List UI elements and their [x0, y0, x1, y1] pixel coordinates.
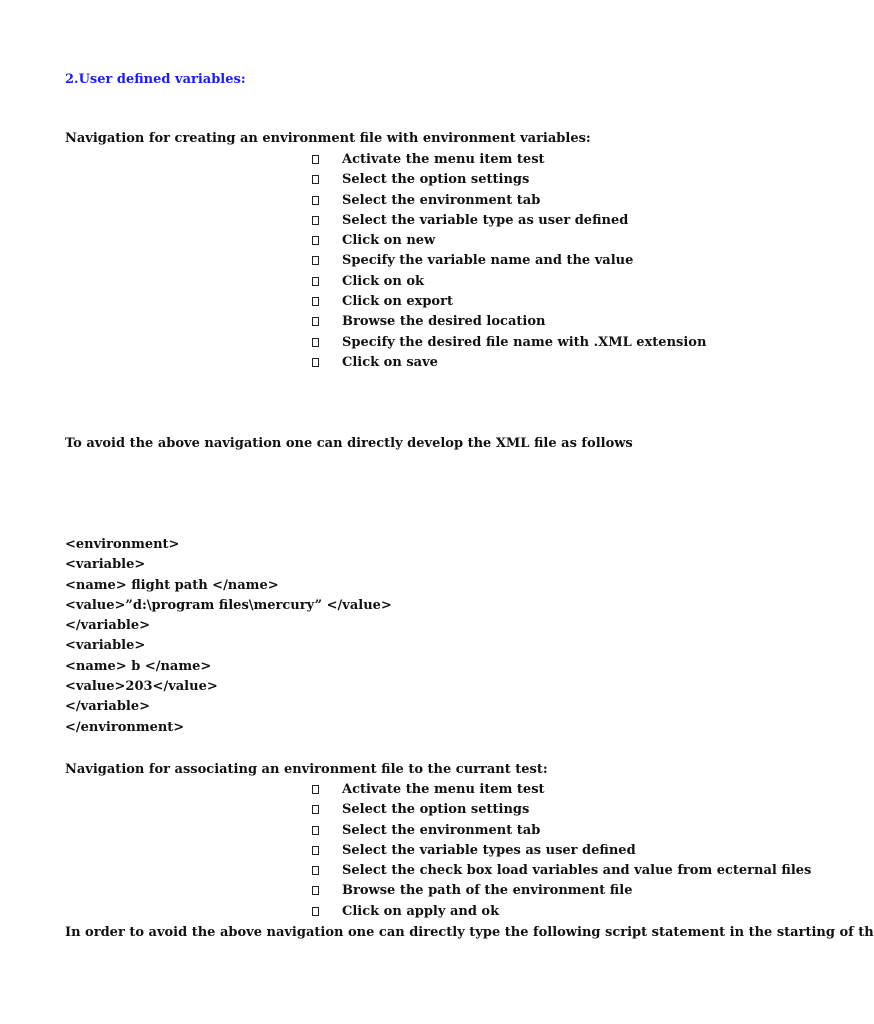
- xml-line: </variable>: [65, 699, 151, 715]
- assoc-nav-intro: Navigation for associating an environment file to the currant test:: [65, 762, 548, 777]
- xml-line: </environment>: [65, 719, 185, 735]
- checkbox-bullet-icon: [312, 907, 319, 916]
- xml-line: <name> b </name>: [65, 658, 212, 674]
- checkbox-bullet-icon: [312, 338, 319, 347]
- checkbox-bullet-icon: [312, 256, 319, 265]
- checkbox-bullet-icon: [312, 175, 319, 184]
- checkbox-bullet-icon: [312, 277, 319, 286]
- checkbox-bullet-icon: [312, 826, 319, 835]
- xml-code-block: [65, 537, 392, 740]
- checkbox-bullet-icon: [312, 785, 319, 794]
- checkbox-bullet-icon: [312, 866, 319, 875]
- closing-text: In order to avoid the above navigation one can directly type the following script statement in the starting of th: [65, 925, 874, 940]
- checkbox-bullet-icon: [312, 805, 319, 814]
- xml-line: <name> flight path </name>: [65, 577, 279, 593]
- checkbox-bullet-icon: [312, 216, 319, 225]
- xml-line: <variable>: [65, 638, 146, 654]
- checkbox-bullet-icon: [312, 886, 319, 895]
- xml-line: </variable>: [65, 618, 151, 634]
- create-nav-intro: Navigation for creating an environment file with environment variables:: [65, 131, 591, 146]
- checkbox-bullet-icon: [312, 297, 319, 306]
- checkbox-bullet-icon: [312, 236, 319, 245]
- document-page: 2.User defined variables: Navigation for creating an environment file with environment variables: Activate the menu item test Select the option settings Select the environment tab Select the variable type as user defined Click on new Specify the variable name and the value Click on ok Click on export Browse the desired location Specify the desired file name with .XML extension Click on save To avoid the above navigation one can directly develop the XML file as follows <environment> <variable> <name> flight path </name> <value>”d:\program files\mercury” </value> </variable> <variable> <name> b </name> <value>203</value> </variable> </environment> Navigation for associating an environment file to the currant test: Activate the menu item test Select the option settings Select the environment tab Select the variable types as user defined Select the check box load variables and value from ecternal files Browse the path of the environment file Click on apply and ok In order to avoid the above navigation one can directly type the following script statement in the starting of th: [65, 72, 874, 940]
- checkbox-bullet-icon: [312, 196, 319, 205]
- xml-line: <variable>: [65, 557, 146, 573]
- checkbox-bullet-icon: [312, 358, 319, 367]
- xml-line: <value>203</value>: [65, 679, 218, 695]
- xml-line: <environment>: [65, 537, 180, 552]
- checkbox-bullet-icon: [312, 317, 319, 326]
- xml-line: <value>”d:\program files\mercury” </value>: [65, 597, 392, 613]
- section-heading: 2.User defined variables:: [65, 72, 246, 87]
- checkbox-bullet-icon: [312, 846, 319, 855]
- avoid-navigation-text: To avoid the above navigation one can directly develop the XML file as follows: [65, 436, 633, 451]
- checkbox-bullet-icon: [312, 155, 319, 164]
